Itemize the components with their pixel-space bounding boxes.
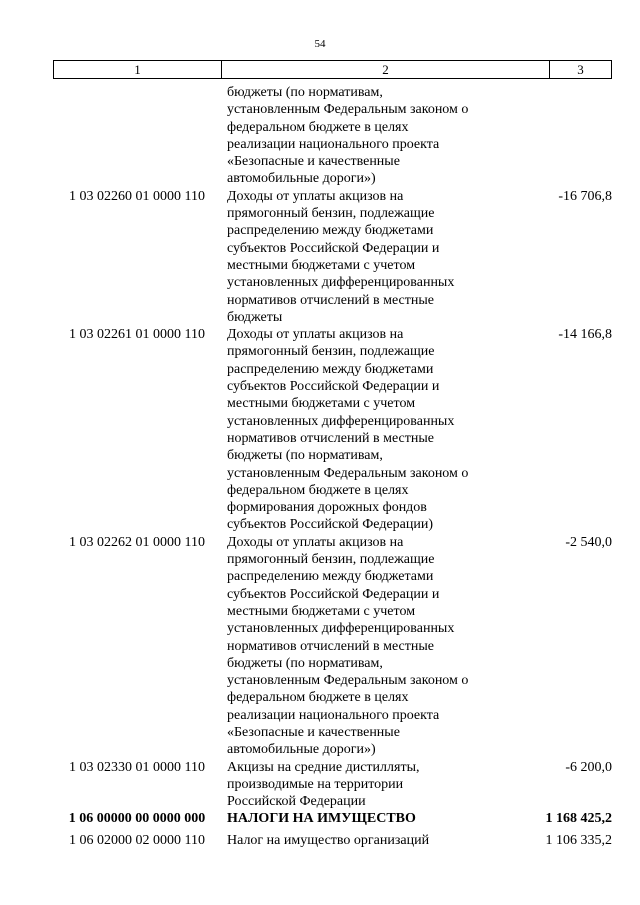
table-row (53, 188, 612, 326)
row-amount: -6 200,0 (565, 759, 612, 775)
row-name: бюджеты (по нормативам, установленным Федеральным законом о федеральном бюджете в целях реализации национального проекта «Безопасные и качественные автомобильные дороги») (227, 85, 469, 187)
row-amount: -2 540,0 (565, 534, 612, 550)
row-code: 1 06 02000 02 0000 110 (69, 832, 205, 848)
row-code: 1 03 02262 01 0000 110 (69, 534, 205, 550)
table-row (53, 534, 612, 759)
table-row (53, 759, 612, 811)
column-header-amount: 3 (577, 61, 584, 77)
table-row-section (53, 810, 612, 827)
table-body (53, 84, 612, 849)
column-header-code: 1 (54, 61, 222, 78)
row-amount: -14 166,8 (558, 327, 612, 343)
row-code: 1 03 02330 01 0000 110 (69, 759, 205, 775)
row-code: 1 06 00000 00 0000 000 (68, 811, 206, 827)
row-amount: -16 706,8 (558, 188, 612, 204)
table-row (53, 84, 612, 188)
table-header (53, 60, 612, 79)
row-code: 1 03 02260 01 0000 110 (69, 188, 205, 204)
row-name: Акцизы на средние дистилляты, производимые на территории Российской Федерации (227, 759, 420, 810)
row-name: Доходы от уплаты акцизов на прямогонный бензин, подлежащие распределению между бюджетами субъектов Российской Федерации и местными бюджетами с учетом установленных дифференцированных нормативов отчислений в местные бюджеты (по нормативам, установленным Федеральным законом о федеральном бюджете в целях реализации национального проекта «Безопасные и качественные автомобильные дороги») (227, 534, 469, 758)
row-code: 1 03 02261 01 0000 110 (69, 327, 205, 343)
table-row (53, 326, 612, 534)
page-number: 54 (314, 38, 326, 50)
column-header-name: 2 (222, 61, 550, 78)
row-name: Налог на имущество организаций (227, 832, 430, 848)
row-amount: 1 106 335,2 (545, 832, 612, 848)
row-name: Доходы от уплаты акцизов на прямогонный бензин, подлежащие распределению между бюджетами субъектов Российской Федерации и местными бюджетами с учетом установленных дифференцированных нормативов отчислений в местные бюджеты (по нормативам, установленным Федеральным законом о федеральном бюджете в целях формирования дорожных фондов субъектов Российской Федерации) (227, 327, 469, 533)
table-row (53, 832, 612, 849)
row-name: НАЛОГИ НА ИМУЩЕСТВО (227, 811, 416, 827)
row-amount: 1 168 425,2 (545, 811, 612, 827)
row-name: Доходы от уплаты акцизов на прямогонный бензин, подлежащие распределению между бюджетами субъектов Российской Федерации и местными бюджетами с учетом установленных дифференцированных нормативов отчислений в местные бюджеты (227, 188, 455, 325)
